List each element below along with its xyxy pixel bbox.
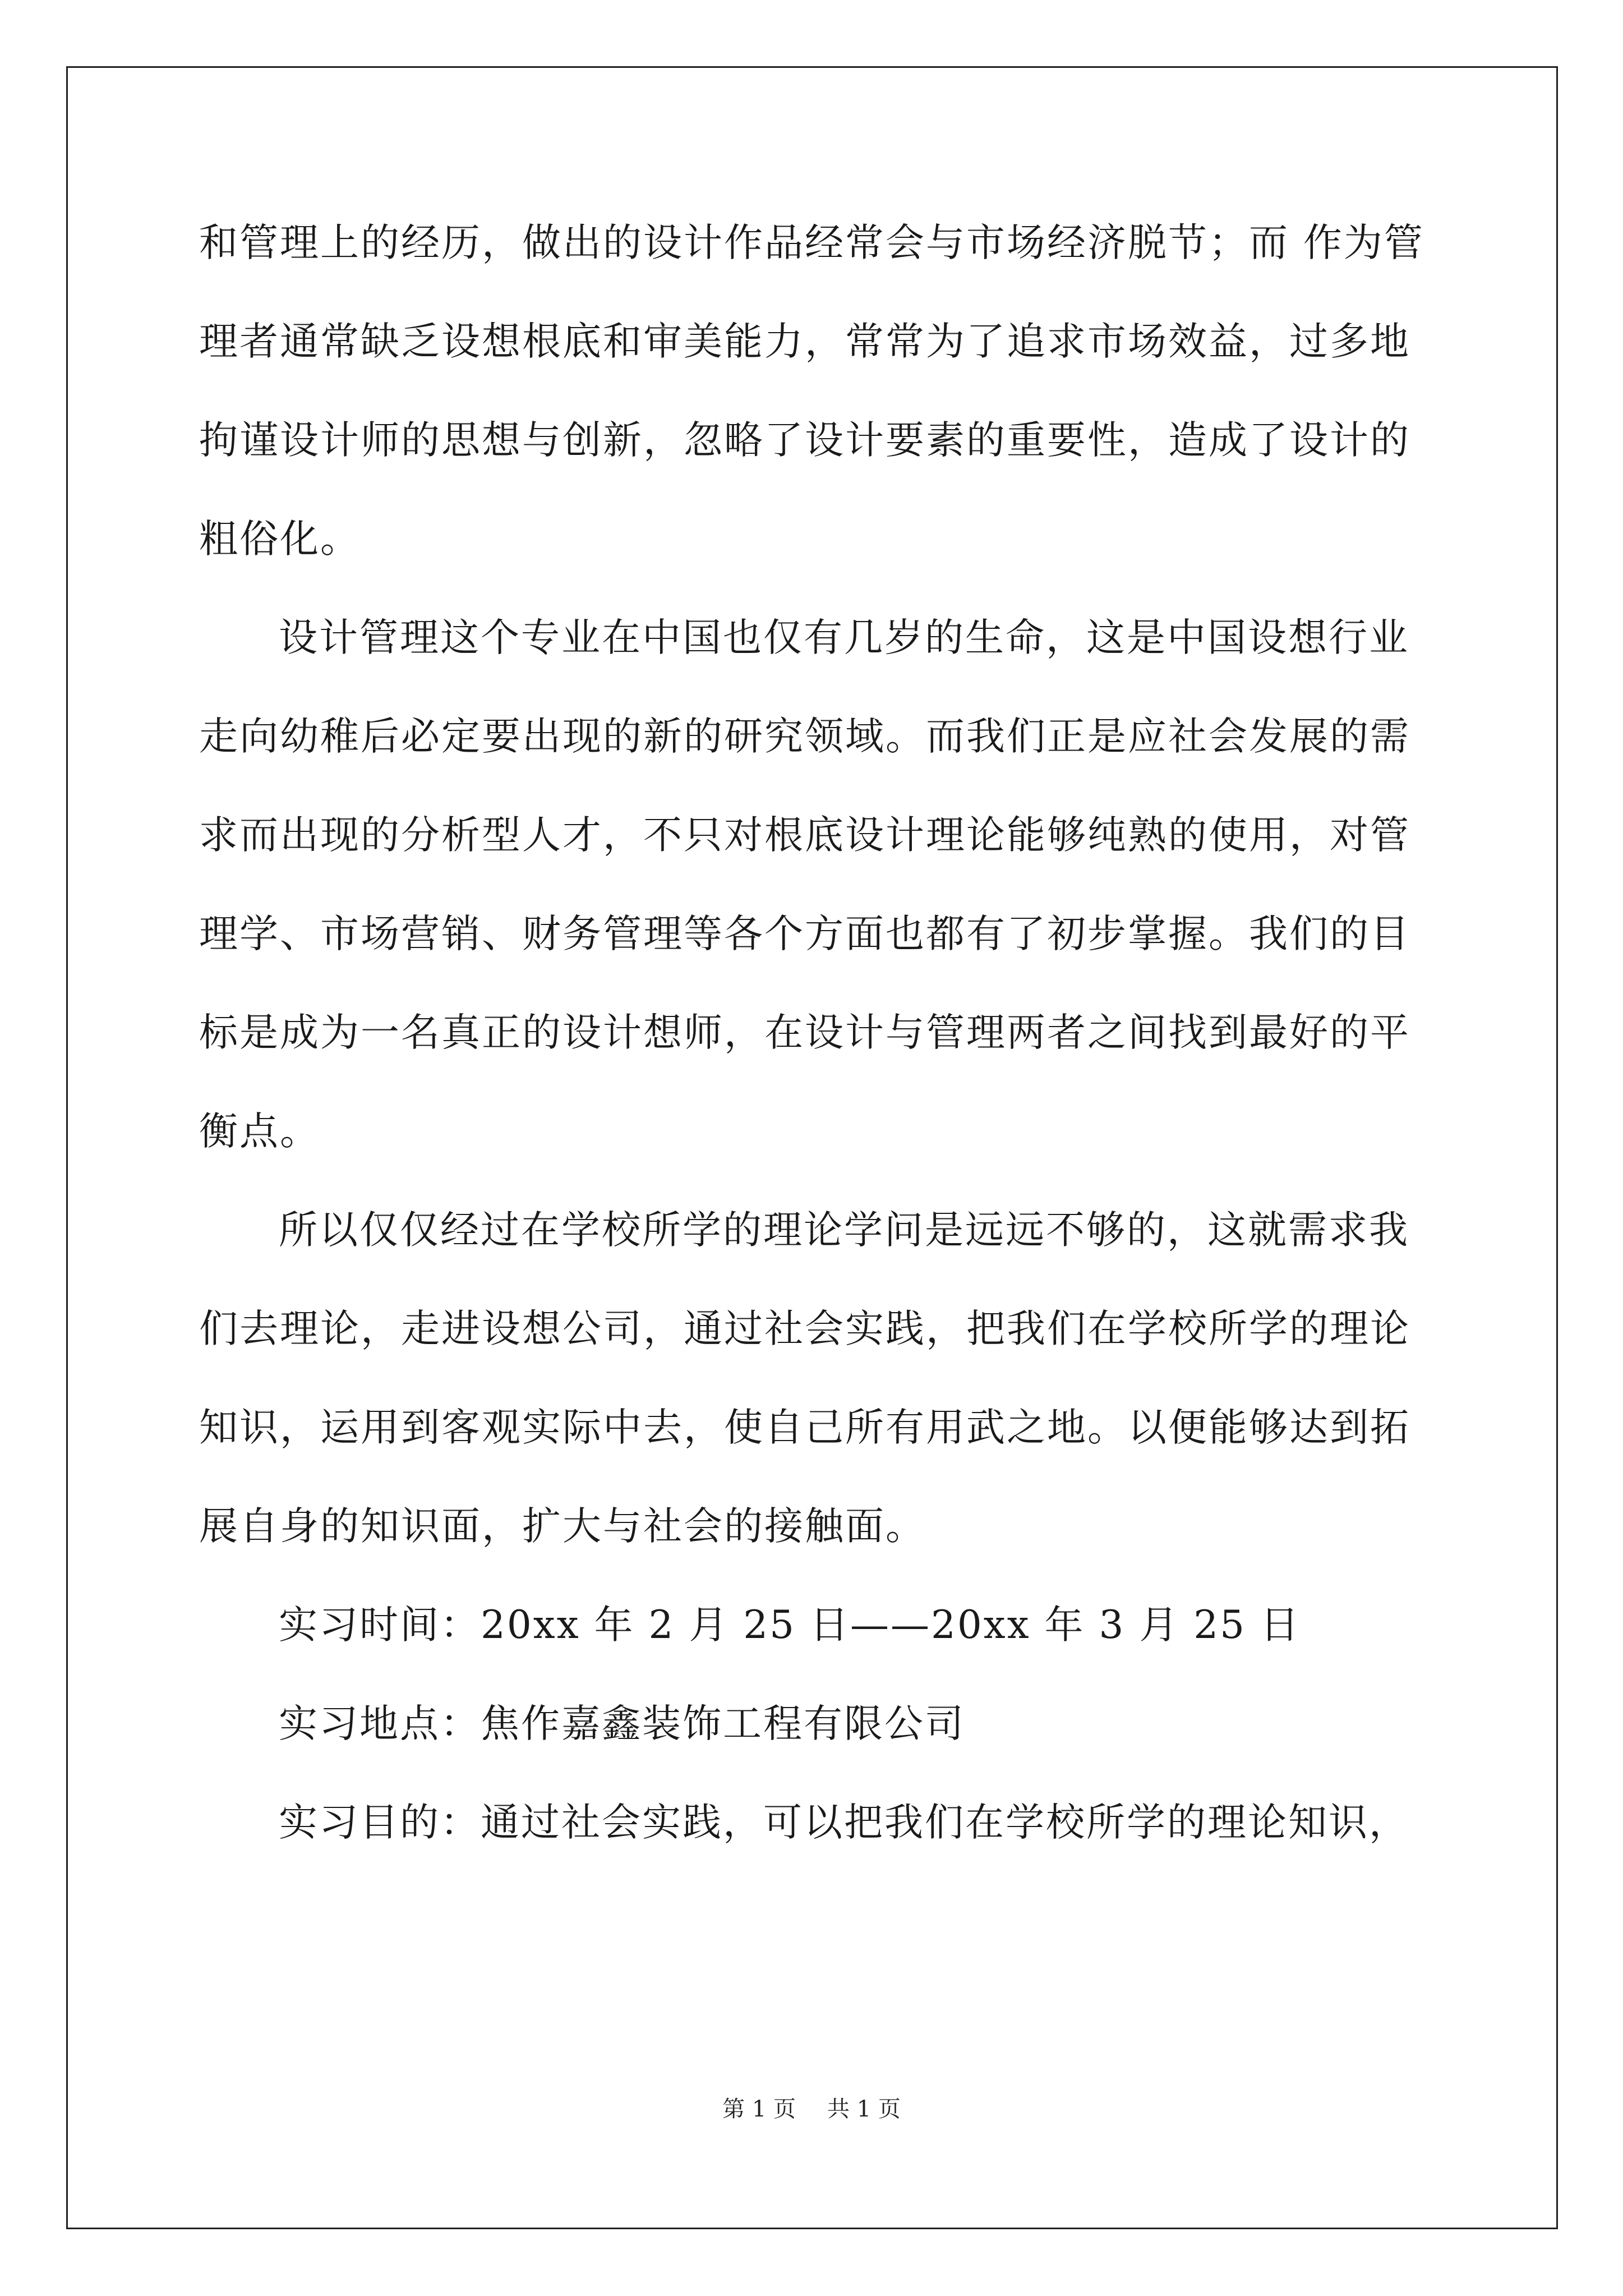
page-footer bbox=[0, 2091, 1623, 2123]
text-line: 所以仅仅经过在学校所学的理论学问是远远不够的，这就需求我 bbox=[279, 1208, 1409, 1253]
document-body bbox=[199, 194, 1424, 1872]
text-line: 理者通常缺乏设想根底和审美能力，常常为了追求市场效益，过多地 bbox=[199, 319, 1410, 364]
internship-time-line: 实习时间：20xx 年 2 月 25 日——20xx 年 3 月 25 日 bbox=[279, 1603, 1301, 1648]
text-line: 知识，运用到客观实际中去，使自己所有用武之地。以便能够达到拓 bbox=[199, 1405, 1410, 1450]
internship-location-line: 实习地点：焦作嘉鑫装饰工程有限公司 bbox=[279, 1701, 965, 1746]
text-line: 衡点。 bbox=[199, 1109, 320, 1154]
text-line: 们去理论，走进设想公司，通过社会实践，把我们在学校所学的理论 bbox=[199, 1306, 1410, 1351]
internship-purpose-line: 实习目的：通过社会实践，可以把我们在学校所学的理论知识， bbox=[279, 1800, 1409, 1845]
page-total: 共 1 页 bbox=[827, 2096, 901, 2122]
text-line: 设计管理这个专业在中国也仅有几岁的生命，这是中国设想行业 bbox=[279, 615, 1409, 660]
page-number: 第 1 页 bbox=[722, 2096, 796, 2122]
text-line: 求而出现的分析型人才，不只对根底设计理论能够纯熟的使用，对管 bbox=[199, 813, 1410, 858]
text-line: 展自身的知识面，扩大与社会的接触面。 bbox=[199, 1504, 926, 1549]
text-line: 拘谨设计师的思想与创新，忽略了设计要素的重要性，造成了设计的 bbox=[199, 418, 1410, 463]
text-line: 理学、市场营销、财务管理等各个方面也都有了初步掌握。我们的目 bbox=[199, 912, 1410, 956]
text-line: 和管理上的经历，做出的设计作品经常会与市场经济脱节；而 作为管 bbox=[199, 220, 1424, 265]
text-line: 粗俗化。 bbox=[199, 517, 361, 562]
text-line: 走向幼稚后必定要出现的新的研究领域。而我们正是应社会发展的需 bbox=[199, 714, 1410, 759]
text-line: 标是成为一名真正的设计想师，在设计与管理两者之间找到最好的平 bbox=[199, 1010, 1410, 1055]
